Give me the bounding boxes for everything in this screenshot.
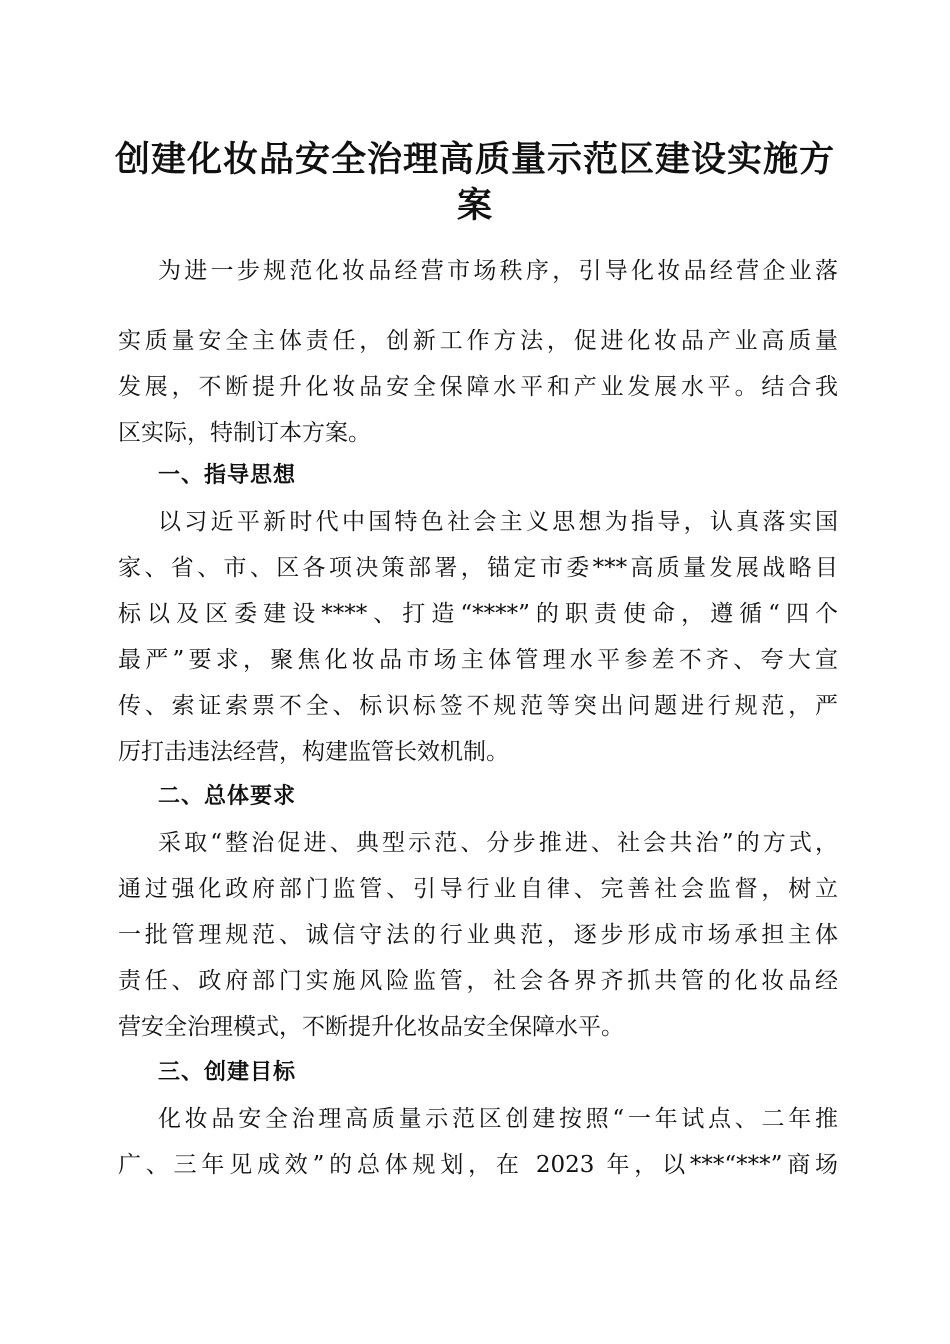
intro-line: 发展，不断提升化妆品安全保障水平和产业发展水平。结合我: [118, 374, 838, 400]
section1-line: 标以及区委建设****、打造“****”的职责使命，遵循“四个: [118, 601, 838, 627]
section-heading-guiding-ideology: 一、指导思想: [158, 463, 297, 488]
section1-line: 最严”要求，聚焦化妆品市场主体管理水平参差不齐、夸大宣: [118, 647, 838, 673]
section-heading-creation-goals: 三、创建目标: [158, 1060, 297, 1085]
section-heading-general-requirements: 二、总体要求: [158, 784, 297, 809]
section2-line: 通过强化政府部门监管、引导行业自律、完善社会监督，树立: [118, 876, 838, 902]
document-title-line-1: 创建化妆品安全治理高质量示范区建设实施方: [114, 139, 835, 180]
section1-line: 传、索证索票不全、标识标签不规范等突出问题进行规范，严: [118, 693, 838, 719]
intro-line: 区实际，特制订本方案。: [118, 420, 371, 446]
section1-line: 家、省、市、区各项决策部署，锚定市委***高质量发展战略目: [118, 555, 838, 581]
section2-line: 一批管理规范、诚信守法的行业典范，逐步形成市场承担主体: [118, 922, 838, 948]
section1-line: 厉打击违法经营，构建监管长效机制。: [118, 739, 509, 765]
section2-line: 营安全治理模式，不断提升化妆品安全保障水平。: [118, 1014, 624, 1040]
section3-line: 广、三年见成效”的总体规划，在 2023 年，以***“***”商场: [118, 1152, 838, 1178]
intro-line: 为进一步规范化妆品经营市场秩序，引导化妆品经营企业落: [158, 258, 838, 284]
intro-line: 实质量安全主体责任，创新工作方法，促进化妆品产业高质量: [118, 328, 838, 354]
section2-line: 采取“整治促进、典型示范、分步推进、社会共治”的方式，: [158, 830, 838, 856]
document-title-line-2: 案: [456, 185, 493, 226]
section2-line: 责任、政府部门实施风险监管，社会各界齐抓共管的化妆品经: [118, 968, 838, 994]
section3-line: 化妆品安全治理高质量示范区创建按照“一年试点、二年推: [158, 1106, 838, 1132]
section1-line: 以习近平新时代中国特色社会主义思想为指导，认真落实国: [158, 509, 838, 535]
